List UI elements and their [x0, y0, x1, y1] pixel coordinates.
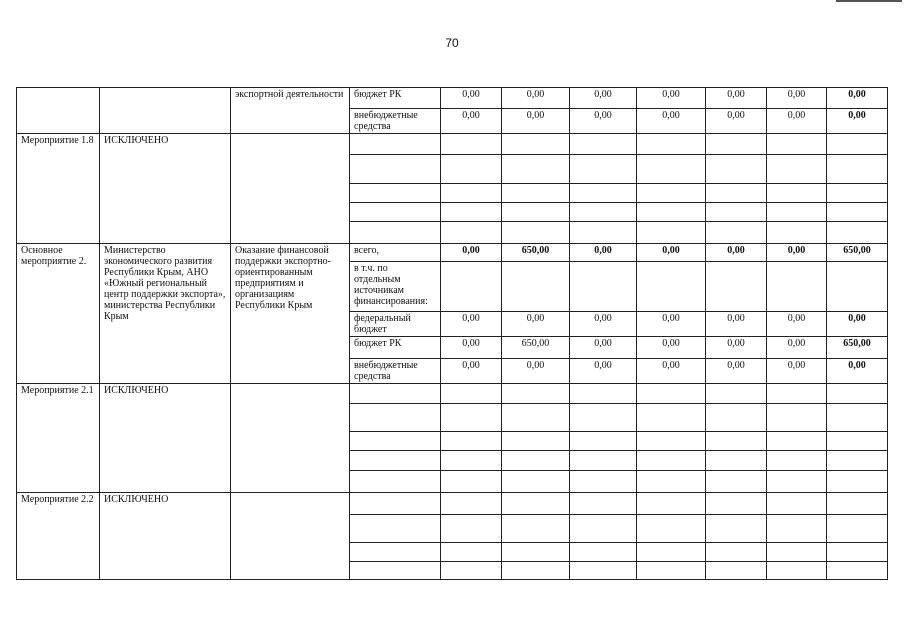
empty-cell — [502, 471, 570, 493]
value-cell — [441, 262, 502, 312]
empty-cell — [441, 203, 502, 222]
value-cell: 0,00 — [441, 109, 502, 134]
value-cell: 0,00 — [827, 312, 888, 337]
executor-cell: ИСКЛЮЧЕНО — [100, 134, 231, 244]
value-cell: 650,00 — [827, 337, 888, 359]
executor-cell: Министерство экономического развития Республики Крым, АНО «Южный региональный центр поддержки экспорта», министерства Республики Крым — [100, 244, 231, 384]
empty-cell — [570, 515, 637, 543]
empty-cell — [827, 432, 888, 451]
empty-cell — [706, 134, 767, 155]
empty-cell — [502, 155, 570, 184]
table-row — [17, 88, 888, 109]
empty-cell — [637, 432, 706, 451]
empty-cell — [502, 184, 570, 203]
empty-cell — [637, 543, 706, 562]
empty-cell — [637, 451, 706, 471]
empty-cell — [570, 384, 637, 404]
empty-cell — [767, 562, 827, 580]
description-cell: Оказание финансовой поддержки экспортно-ориентированным предприятиям и организациям Республики Крым — [231, 244, 350, 384]
description-cell: экспортной деятельности — [231, 88, 350, 134]
top-edge-line — [836, 0, 902, 2]
empty-cell — [706, 404, 767, 432]
value-cell: 0,00 — [767, 312, 827, 337]
value-cell: 650,00 — [502, 337, 570, 359]
empty-cell — [441, 543, 502, 562]
empty-cell — [570, 203, 637, 222]
value-cell — [827, 262, 888, 312]
value-cell: 0,00 — [706, 337, 767, 359]
empty-cell — [350, 432, 441, 451]
empty-cell — [827, 493, 888, 515]
table-row — [17, 244, 888, 262]
empty-cell — [767, 134, 827, 155]
value-cell: 0,00 — [637, 359, 706, 384]
empty-cell — [502, 432, 570, 451]
empty-cell — [706, 432, 767, 451]
empty-cell — [827, 404, 888, 432]
empty-cell — [570, 222, 637, 244]
empty-cell — [767, 515, 827, 543]
value-cell — [767, 262, 827, 312]
activity-code-cell: Основное мероприятие 2. — [17, 244, 100, 384]
empty-cell — [706, 562, 767, 580]
empty-cell — [827, 134, 888, 155]
empty-cell — [827, 155, 888, 184]
value-cell: 0,00 — [637, 312, 706, 337]
empty-cell — [767, 432, 827, 451]
empty-cell — [350, 203, 441, 222]
value-cell: 0,00 — [767, 88, 827, 109]
empty-cell — [350, 562, 441, 580]
empty-cell — [441, 184, 502, 203]
empty-cell — [441, 451, 502, 471]
empty-cell — [441, 562, 502, 580]
empty-cell — [441, 155, 502, 184]
empty-cell — [637, 222, 706, 244]
empty-cell — [350, 543, 441, 562]
empty-cell — [570, 562, 637, 580]
empty-cell — [350, 451, 441, 471]
value-cell — [637, 262, 706, 312]
value-cell: 0,00 — [827, 88, 888, 109]
empty-cell — [502, 222, 570, 244]
empty-cell — [350, 515, 441, 543]
empty-cell — [706, 184, 767, 203]
empty-cell — [350, 155, 441, 184]
description-cell — [231, 134, 350, 244]
empty-cell — [350, 222, 441, 244]
empty-cell — [637, 493, 706, 515]
empty-cell — [637, 184, 706, 203]
empty-cell — [637, 155, 706, 184]
empty-cell — [767, 184, 827, 203]
empty-cell — [767, 384, 827, 404]
value-cell: 0,00 — [637, 337, 706, 359]
description-cell — [231, 384, 350, 493]
empty-cell — [706, 155, 767, 184]
empty-cell — [570, 184, 637, 203]
value-cell — [502, 262, 570, 312]
value-cell: 0,00 — [441, 244, 502, 262]
value-cell: 0,00 — [767, 244, 827, 262]
empty-cell — [827, 451, 888, 471]
value-cell: 0,00 — [570, 109, 637, 134]
value-cell: 0,00 — [706, 88, 767, 109]
empty-cell — [502, 515, 570, 543]
empty-cell — [441, 222, 502, 244]
empty-cell — [502, 203, 570, 222]
empty-cell — [827, 184, 888, 203]
empty-cell — [570, 404, 637, 432]
empty-cell — [706, 451, 767, 471]
activity-code-cell — [17, 88, 100, 134]
empty-cell — [502, 493, 570, 515]
empty-cell — [767, 222, 827, 244]
value-cell: 0,00 — [767, 109, 827, 134]
value-cell: 0,00 — [441, 337, 502, 359]
empty-cell — [706, 493, 767, 515]
funding-source-cell: федеральный бюджет — [350, 312, 441, 337]
value-cell: 0,00 — [570, 337, 637, 359]
value-cell: 0,00 — [827, 359, 888, 384]
empty-cell — [827, 384, 888, 404]
table-row — [17, 384, 888, 404]
empty-cell — [441, 493, 502, 515]
empty-cell — [706, 471, 767, 493]
empty-cell — [502, 562, 570, 580]
value-cell: 0,00 — [502, 312, 570, 337]
budget-table-body — [17, 88, 888, 580]
value-cell: 0,00 — [570, 244, 637, 262]
empty-cell — [706, 384, 767, 404]
value-cell: 0,00 — [706, 359, 767, 384]
empty-cell — [827, 543, 888, 562]
activity-code-cell: Мероприятие 2.2 — [17, 493, 100, 580]
empty-cell — [502, 451, 570, 471]
executor-cell: ИСКЛЮЧЕНО — [100, 384, 231, 493]
empty-cell — [570, 432, 637, 451]
empty-cell — [350, 493, 441, 515]
funding-source-cell: в т.ч. по отдельным источникам финансирования: — [350, 262, 441, 312]
funding-source-cell: бюджет РК — [350, 337, 441, 359]
value-cell: 0,00 — [502, 109, 570, 134]
empty-cell — [827, 222, 888, 244]
empty-cell — [441, 404, 502, 432]
value-cell: 0,00 — [706, 244, 767, 262]
empty-cell — [441, 515, 502, 543]
value-cell: 0,00 — [637, 109, 706, 134]
empty-cell — [570, 471, 637, 493]
value-cell: 0,00 — [502, 359, 570, 384]
page-number: 70 — [445, 36, 459, 50]
empty-cell — [767, 203, 827, 222]
empty-cell — [502, 134, 570, 155]
executor-cell: ИСКЛЮЧЕНО — [100, 493, 231, 580]
empty-cell — [767, 493, 827, 515]
value-cell: 0,00 — [441, 312, 502, 337]
executor-cell — [100, 88, 231, 134]
empty-cell — [637, 203, 706, 222]
empty-cell — [767, 155, 827, 184]
empty-cell — [706, 203, 767, 222]
value-cell: 0,00 — [637, 244, 706, 262]
empty-cell — [350, 404, 441, 432]
empty-cell — [570, 451, 637, 471]
empty-cell — [827, 471, 888, 493]
empty-cell — [570, 493, 637, 515]
empty-cell — [767, 451, 827, 471]
funding-source-cell: внебюджетные средства — [350, 359, 441, 384]
value-cell — [706, 262, 767, 312]
value-cell: 0,00 — [570, 359, 637, 384]
empty-cell — [502, 404, 570, 432]
empty-cell — [706, 543, 767, 562]
empty-cell — [637, 471, 706, 493]
budget-table — [16, 87, 888, 580]
value-cell — [570, 262, 637, 312]
empty-cell — [441, 384, 502, 404]
value-cell: 0,00 — [637, 88, 706, 109]
empty-cell — [570, 543, 637, 562]
empty-cell — [637, 562, 706, 580]
empty-cell — [502, 384, 570, 404]
value-cell: 0,00 — [441, 359, 502, 384]
value-cell: 650,00 — [502, 244, 570, 262]
empty-cell — [350, 384, 441, 404]
value-cell: 0,00 — [767, 359, 827, 384]
value-cell: 0,00 — [767, 337, 827, 359]
empty-cell — [350, 134, 441, 155]
description-cell — [231, 493, 350, 580]
value-cell: 0,00 — [706, 312, 767, 337]
empty-cell — [637, 404, 706, 432]
empty-cell — [827, 203, 888, 222]
activity-code-cell: Мероприятие 2.1 — [17, 384, 100, 493]
table-row — [17, 493, 888, 515]
empty-cell — [637, 384, 706, 404]
activity-code-cell: Мероприятие 1.8 — [17, 134, 100, 244]
value-cell: 650,00 — [827, 244, 888, 262]
value-cell: 0,00 — [706, 109, 767, 134]
empty-cell — [350, 184, 441, 203]
funding-source-cell: внебюджетные средства — [350, 109, 441, 134]
empty-cell — [706, 222, 767, 244]
value-cell: 0,00 — [570, 312, 637, 337]
empty-cell — [637, 134, 706, 155]
empty-cell — [767, 471, 827, 493]
value-cell: 0,00 — [827, 109, 888, 134]
empty-cell — [502, 543, 570, 562]
empty-cell — [350, 471, 441, 493]
empty-cell — [441, 432, 502, 451]
table-row — [17, 134, 888, 155]
empty-cell — [827, 562, 888, 580]
empty-cell — [570, 134, 637, 155]
empty-cell — [637, 515, 706, 543]
funding-source-cell: всего, — [350, 244, 441, 262]
value-cell: 0,00 — [441, 88, 502, 109]
empty-cell — [441, 471, 502, 493]
empty-cell — [706, 515, 767, 543]
value-cell: 0,00 — [502, 88, 570, 109]
empty-cell — [570, 155, 637, 184]
empty-cell — [441, 134, 502, 155]
value-cell: 0,00 — [570, 88, 637, 109]
funding-source-cell: бюджет РК — [350, 88, 441, 109]
empty-cell — [827, 515, 888, 543]
empty-cell — [767, 543, 827, 562]
empty-cell — [767, 404, 827, 432]
